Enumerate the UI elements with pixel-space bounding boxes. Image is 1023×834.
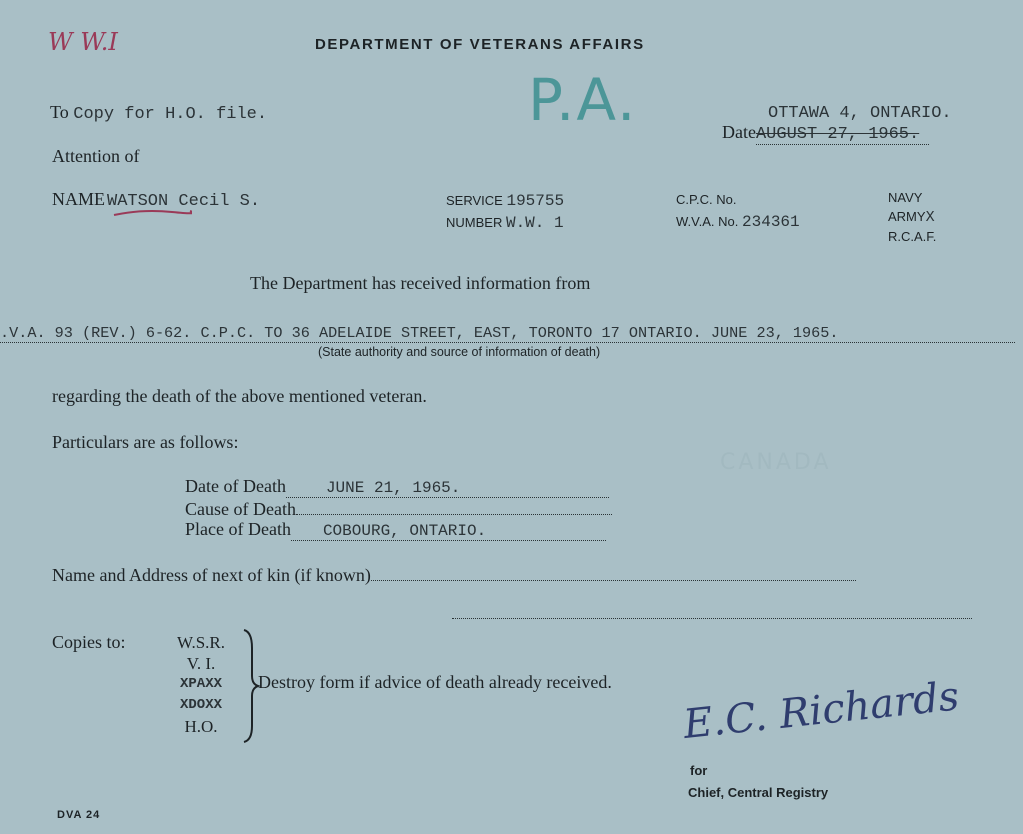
to-value: Copy for H.O. file. [73, 105, 268, 124]
watermark-seal [720, 450, 832, 475]
copy-item: V. I. [186, 654, 216, 673]
navy-label: NAVY [888, 190, 923, 205]
next-of-kin-line-2 [452, 604, 972, 619]
name-label: NAME [52, 189, 105, 209]
attention-label: Attention of [52, 146, 140, 166]
department-title: DEPARTMENT OF VETERANS AFFAIRS [315, 36, 645, 53]
number-value: W.W. 1 [505, 214, 564, 232]
received-text: The Department has received information from [250, 273, 591, 293]
wva-row [676, 211, 800, 233]
copy-item: W.S.R. [176, 633, 226, 652]
handwritten-tag: W W.I [48, 28, 118, 56]
service-row [446, 190, 564, 212]
service-number: 195755 [506, 192, 565, 210]
location: OTTAWA 4, ONTARIO. [768, 104, 952, 123]
pa-stamp: P.A. [528, 66, 638, 134]
name-underline-mark [112, 206, 192, 220]
copy-item: H.O. [184, 717, 218, 736]
army-label: ARMY [888, 209, 926, 224]
date-of-death-label: Date of Death [185, 476, 286, 496]
army-row [888, 207, 936, 227]
next-of-kin-label: Name and Address of next of kin (if known) [52, 565, 371, 585]
copy-item: XPAXX [179, 676, 222, 692]
date-of-death-value: JUNE 21, 1965. [286, 479, 609, 498]
info-source-note: (State authority and source of information of death) [318, 345, 601, 359]
service-label: SERVICE [446, 193, 503, 208]
number-label: NUMBER [446, 215, 503, 230]
place-of-death-value: COBOURG, ONTARIO. [291, 522, 606, 541]
date-label: Date [722, 122, 756, 142]
cause-of-death-row [185, 497, 612, 520]
branch-block [888, 188, 936, 246]
cpc-wva-block [676, 189, 800, 233]
cause-of-death-label: Cause of Death [185, 499, 296, 519]
service-block [446, 190, 564, 234]
destroy-note: Destroy form if advice of death already received. [258, 672, 612, 692]
cause-of-death-value [296, 497, 612, 515]
army-mark: X [925, 209, 935, 226]
next-of-kin-row [52, 564, 856, 586]
place-of-death-row [185, 519, 606, 541]
watermark-text: CANADA [720, 450, 832, 475]
date-of-death-row [185, 476, 609, 498]
regarding-text: regarding the death of the above mentioned veteran. [52, 386, 427, 406]
copies-label: Copies to: [52, 632, 126, 652]
particulars-label: Particulars are as follows: [52, 432, 239, 452]
signer-title: Chief, Central Registry [688, 785, 829, 800]
to-line [50, 102, 267, 124]
number-row [446, 212, 564, 234]
rcaf-label: R.C.A.F. [888, 229, 937, 244]
info-source-line: .V.A. 93 (REV.) 6-62. C.P.C. TO 36 ADELAIDE STREET, EAST, TORONTO 17 ONTARIO. JUNE 23, 1965. [0, 324, 1015, 343]
for-label: for [690, 763, 708, 778]
next-of-kin-line-1 [371, 564, 856, 581]
date-line [722, 122, 929, 144]
name-value: WATSON Cecil S. [107, 192, 261, 211]
brace-icon [240, 628, 260, 744]
date-value: AUGUST 27, 1965. [756, 125, 929, 145]
wva-label: W.V.A. No. [676, 214, 739, 229]
copies-list [160, 632, 242, 737]
wva-value: 234361 [742, 213, 800, 231]
signature: E.C. Richards [681, 673, 962, 748]
form-code: DVA 24 [57, 809, 101, 821]
cpc-label: C.P.C. No. [676, 192, 737, 207]
place-of-death-label: Place of Death [185, 519, 291, 539]
copy-item: XDOXX [179, 697, 222, 713]
to-prefix: To [50, 102, 69, 122]
